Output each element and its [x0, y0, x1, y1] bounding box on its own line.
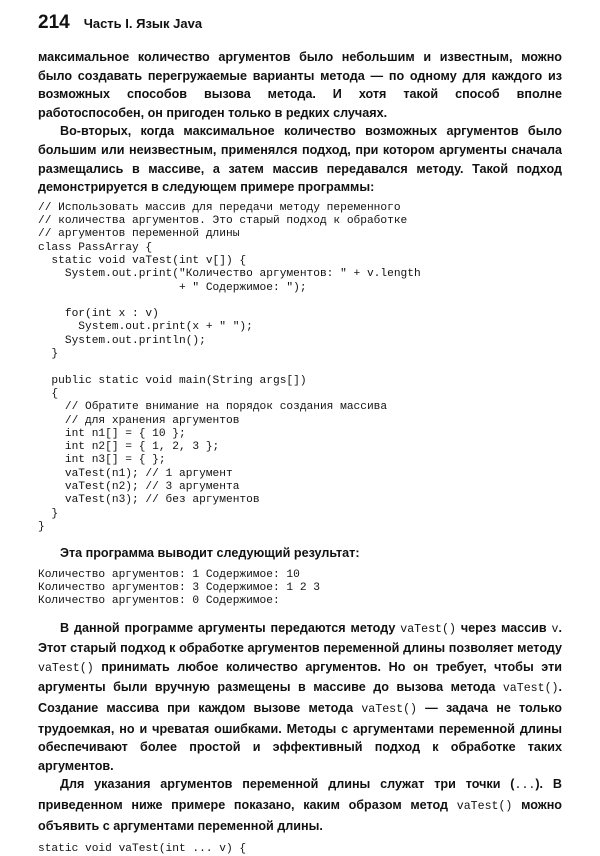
text-run: ). В приведенном ниже примере показано, каким образом метод [38, 777, 562, 812]
paragraph-continued: максимальное количество аргументов было небольшим и известным, можно было создавать перегружаемые варианты метода — по одному для каждого из возможных способов вызова метода. И хотя такой способ вполне работоспособен, он пригоден только в редких случаях. [38, 50, 562, 120]
inline-code: vaTest() [456, 800, 513, 813]
inline-code: v [551, 622, 559, 636]
book-page [38, 12, 562, 856]
text-run: В данной программе аргументы передаются методу [60, 620, 401, 635]
output-intro: Эта программа выводит следующий результат: [60, 546, 360, 561]
page-number: 214 [38, 12, 70, 33]
text-run: . Этот старый подход к обработке аргументов переменной длины позволяет методу [38, 620, 562, 656]
text-run: через массив [455, 620, 552, 635]
page-header [38, 12, 562, 34]
text-run: принимать любое количество аргументов. Но он требует, чтобы эти аргументы были вручную размещены в массиве до вызова метода [38, 659, 562, 695]
running-title: Часть I. Язык Java [83, 16, 203, 31]
paragraph-varargs-intro [38, 775, 562, 835]
text-run: можно объявить с аргументами переменной длины. [38, 798, 562, 833]
paragraph-explanation [38, 619, 562, 776]
code-signature: static void vaTest(int ... v) { [38, 843, 247, 856]
inline-code: vaTest() [400, 622, 456, 636]
inline-code: ... [514, 779, 536, 793]
paragraph-second-approach: Во-вторых, когда максимальное количество возможных аргументов было большим или неизвестным, применялся подход, при котором аргументы сначала размещались в массиве, а затем массив передавался методу. Такой подход демонстрируется в следующем примере программы: [38, 124, 562, 195]
inline-code: vaTest() [38, 661, 94, 675]
program-output: Количество аргументов: 1 Содержимое: 10 Количество аргументов: 3 Содержимое: 1 2 3 Количество аргументов: 0 Содержимое: [38, 568, 320, 608]
inline-code: vaTest() [502, 682, 559, 696]
text-run: . Создание массива при каждом вызове метода [38, 680, 562, 716]
inline-code: vaTest() [361, 703, 417, 717]
text-run: — задача не только трудоемкая, но и чреватая ошибками. Методы с аргументами переменной длины обеспечивают более простой и эффективный подход к обработке таких аргументов. [38, 701, 562, 773]
text-run: Для указания аргументов переменной длины служат три точки ( [60, 777, 515, 792]
code-listing-passarray: // Использовать массив для передачи методу переменного // количества аргументов. Это старый подход к обработке // аргументов переменной длины class PassArray { static void vaTest(int v[]) { System.out.print("Количество аргументов: " + v.length + " Содержимое: "); for(int x : v) System.out.print(x + " "); System.out.println(); } public static void main(String args[]) { // Обратите внимание на порядок создания массива // для хранения аргументов int n1[] = { 10 }; int n2[] = { 1, 2, 3 }; int n3[] = { }; vaTest(n1); // 1 аргумент vaTest(n2); // 3 аргумента vaTest(n3); // без аргументов } } [38, 201, 421, 533]
